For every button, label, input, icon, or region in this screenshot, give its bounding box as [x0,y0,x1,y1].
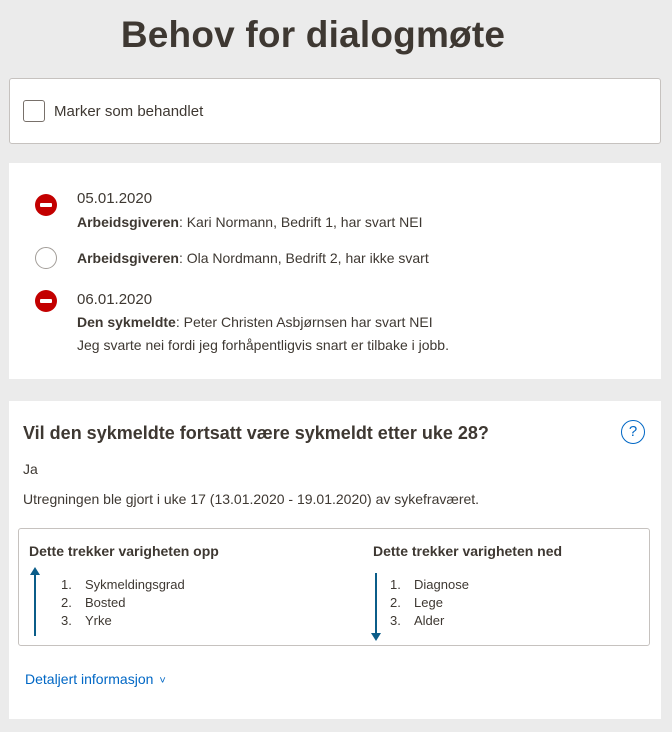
factor-item: 2. Lege [390,595,443,610]
factor-item: 1. Sykmeldingsgrad [61,577,185,592]
details-link[interactable] [25,671,166,687]
factor-item: 1. Diagnose [390,577,469,592]
dialogmote-answers-panel [9,163,661,379]
minus-circle-icon [35,290,57,312]
answer-role: Arbeidsgiveren [77,250,179,266]
factors-up-column [19,529,319,645]
answer-detail: : Ola Nordmann, Bedrift 2, har ikke svart [178,250,429,266]
minus-circle-icon [35,194,57,216]
empty-circle-icon [35,247,57,269]
factors-up-heading: Dette trekker varigheten opp [29,543,219,559]
factors-down-heading: Dette trekker varigheten ned [373,543,563,559]
factors-up-list [61,576,185,630]
answer-date: 05.01.2020 [77,190,153,207]
details-link-label[interactable]: Detaljert informasjon [25,671,154,687]
arrow-up-icon [34,573,36,636]
mark-handled-checkbox[interactable] [23,100,45,122]
answer-detail: : Kari Normann, Bedrift 1, har svart NEI [178,214,423,230]
mark-handled-panel [9,78,661,144]
prediction-calculation: Utregningen ble gjort i uke 17 (13.01.2020 - 19.01.2020) av sykefraværet. [23,491,480,507]
chevron-down-icon[interactable]: ˅ [159,675,166,687]
answer-comment: Jeg svarte nei fordi jeg forhåpentligvis snart er tilbake i jobb. [77,337,449,353]
factors-down-column [363,529,663,645]
answer-text [77,214,422,230]
answer-role: Den sykmeldte [77,314,176,330]
page-title: Behov for dialogmøte [120,14,506,55]
answer-text [77,314,433,330]
prediction-question: Vil den sykmeldte fortsatt være sykmeldt etter uke 28? [23,423,489,443]
prediction-panel [9,401,661,719]
factors-down-list [390,576,469,630]
factor-item: 2. Bosted [61,595,126,610]
arrow-down-icon [375,573,377,635]
answer-role: Arbeidsgiveren [77,214,179,230]
question-circle-icon[interactable]: ? [621,420,645,444]
answer-detail: : Peter Christen Asbjørnsen har svart NEI [175,314,433,330]
factor-item: 3. Alder [390,613,445,628]
answer-text [77,250,429,266]
factors-box [18,528,650,646]
answer-date: 06.01.2020 [77,291,153,308]
mark-handled-label[interactable]: Marker som behandlet [54,103,204,120]
prediction-answer: Ja [23,461,38,477]
factor-item: 3. Yrke [61,613,112,628]
